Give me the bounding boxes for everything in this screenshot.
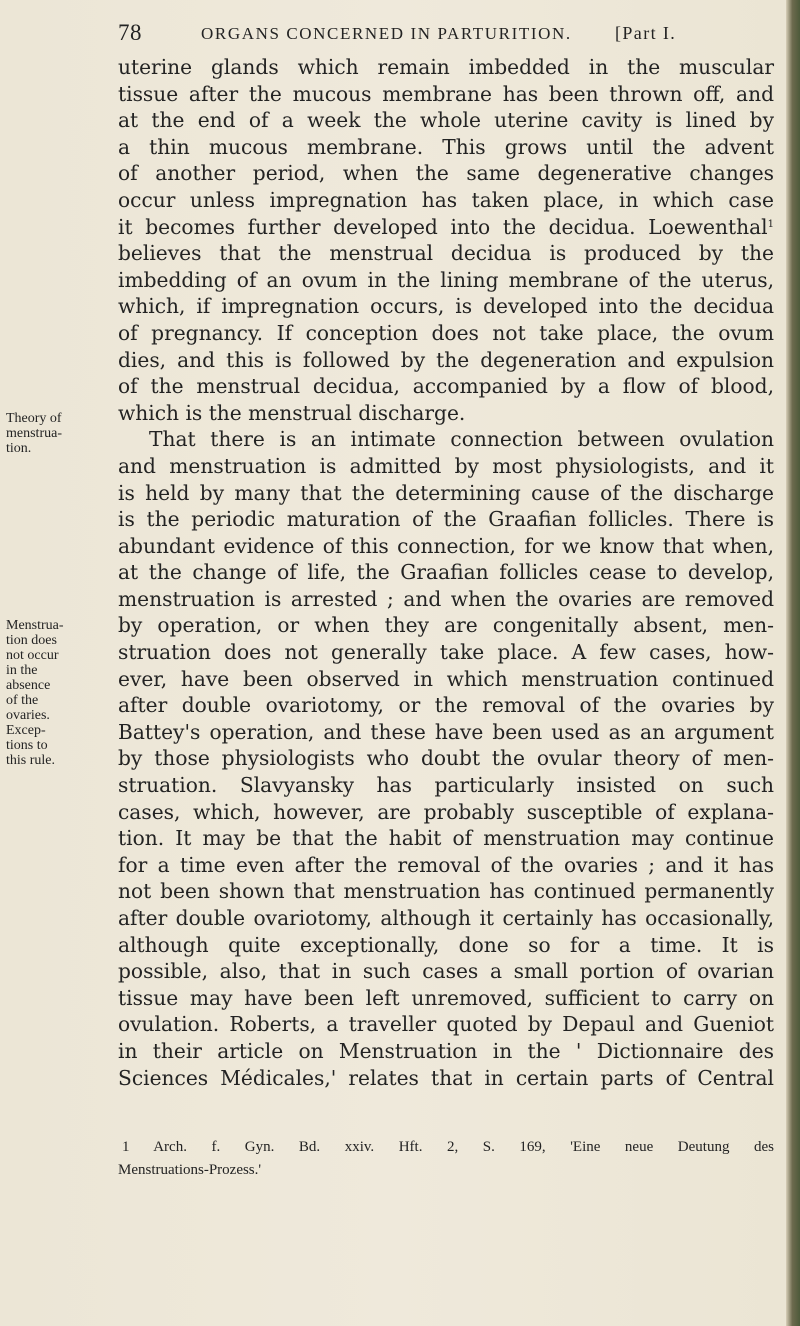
margin-note-line: of the [6, 693, 39, 708]
text-line: imbedding of an ovum in the lining membrane of the uterus, [118, 267, 774, 292]
margin-note-line: this rule. [6, 753, 55, 768]
margin-note-line: in the [6, 663, 38, 678]
text-line: at the change of life, the Graafian follicles cease to develop, [118, 560, 774, 585]
text-line: for a time even after the removal of the ovaries ; and it has [118, 852, 774, 877]
footnote [118, 1136, 774, 1182]
text-line: after double ovariotomy, or the removal of the ovaries by [118, 693, 774, 718]
text-line: and menstruation is admitted by most physiologists, and it [118, 453, 774, 478]
page-header [0, 20, 786, 52]
margin-note-line: not occur [6, 648, 59, 663]
text-line: by operation, or when they are congenitally absent, men- [118, 613, 774, 638]
text-line: of the menstrual decidua, accompanied by a flow of blood, [118, 374, 774, 399]
text-line: although quite exceptionally, done so for a time. It is [118, 932, 774, 957]
body-text [118, 54, 774, 1091]
text-line: is the periodic maturation of the Graafian follicles. There is [118, 507, 774, 532]
footnote-line: 1 Arch. f. Gyn. Bd. xxiv. Hft. 2, S. 169, 'Eine neue Deutung des [122, 1139, 774, 1155]
text-line: occur unless impregnation has taken place, in which case [118, 187, 774, 212]
text-line: of another period, when the same degenerative changes [118, 161, 774, 186]
margin-note-line: tion. [6, 441, 32, 456]
margin-note-line: Menstrua- [6, 618, 64, 633]
text-line: of pregnancy. If conception does not take place, the ovum [118, 320, 774, 345]
text-line: at the end of a week the whole uterine cavity is lined by [118, 108, 774, 133]
margin-note-ovaries [6, 618, 106, 768]
text-line: believes that the menstrual decidua is produced by the [118, 241, 774, 266]
text-line: by those physiologists who doubt the ovular theory of men- [118, 746, 774, 771]
book-edge-shadow [786, 0, 800, 1326]
running-head: ORGANS CONCERNED IN PARTURITION. [201, 24, 572, 43]
paragraph-start-line: That there is an intimate connection between ovulation [149, 427, 774, 452]
text-line: tissue after the mucous membrane has been thrown off, and [118, 81, 774, 106]
text-line-content: it becomes further developed into the decidua. Loewenthal [118, 214, 768, 239]
margin-note-line: Excep- [6, 723, 46, 738]
text-line: abundant evidence of this connection, for we know that when, [118, 533, 774, 558]
margin-note-line: tion does [6, 633, 57, 648]
text-line: not been shown that menstruation has continued permanently [118, 879, 774, 904]
text-line: ovulation. Roberts, a traveller quoted by Depaul and Gueniot [118, 1012, 774, 1037]
text-line: Sciences Médicales,' relates that in certain parts of Central [118, 1065, 774, 1090]
text-line: struation. Slavyansky has particularly insisted on such [118, 773, 774, 798]
text-line: tion. It may be that the habit of menstruation may continue [118, 826, 774, 851]
text-line: cases, which, however, are probably susceptible of explana- [118, 799, 774, 824]
text-line: tissue may have been left unremoved, sufficient to carry on [118, 985, 774, 1010]
margin-note-line: menstrua- [6, 426, 62, 441]
margin-note-line: ovaries. [6, 708, 50, 723]
page-number: 78 [118, 20, 142, 45]
text-line: is held by many that the determining cause of the discharge [118, 480, 774, 505]
text-line: Battey's operation, and these have been used as an argument [118, 719, 774, 744]
text-line: ever, have been observed in which menstruation continued [118, 666, 774, 691]
text-line: in their article on Menstruation in the ' Dictionnaire des [118, 1038, 774, 1063]
text-line: a thin mucous membrane. This grows until the advent [118, 134, 774, 159]
text-line: menstruation is arrested ; and when the ovaries are removed [118, 586, 774, 611]
margin-note-line: Theory of [6, 411, 62, 426]
text-line: struation does not generally take place. A few cases, how- [118, 640, 774, 665]
margin-note-theory [6, 411, 106, 456]
part-label: [Part I. [615, 23, 677, 43]
text-line-with-footnote [118, 214, 774, 241]
text-line: after double ovariotomy, although it certainly has occasionally, [118, 906, 774, 930]
text-line: dies, and this is followed by the degeneration and expulsion [118, 347, 774, 372]
footnote-line: Menstruations-Prozess.' [118, 1162, 262, 1178]
text-line: which is the menstrual discharge. [118, 400, 466, 425]
margin-note-line: tions to [6, 738, 48, 753]
footnote-marker: 1 [767, 218, 774, 230]
text-line: uterine glands which remain imbedded in the muscular [118, 55, 774, 79]
text-line: possible, also, that in such cases a small portion of ovarian [118, 959, 774, 984]
margin-note-line: absence [6, 678, 51, 693]
text-line: which, if impregnation occurs, is developed into the decidua [118, 294, 774, 319]
